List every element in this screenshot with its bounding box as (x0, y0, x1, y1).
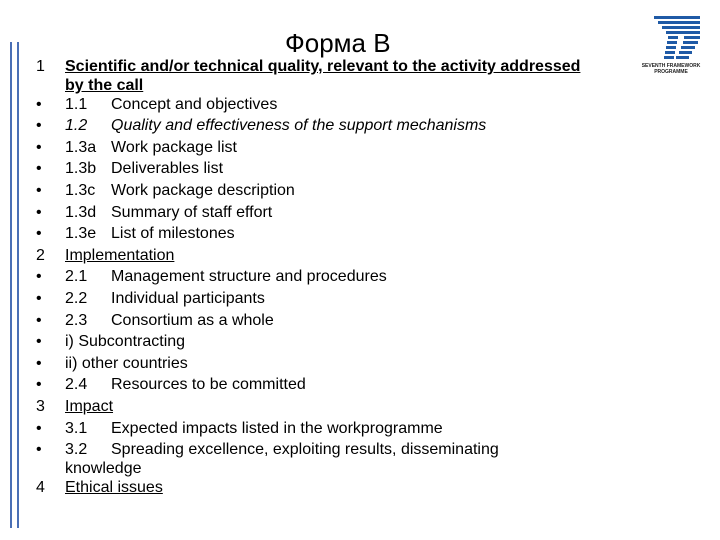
item-text: Deliverables list (111, 160, 224, 178)
item-content (65, 245, 174, 267)
item-code: 1.3a (65, 138, 97, 156)
item-text: Management structure and procedures (111, 268, 387, 286)
list-item (36, 353, 646, 375)
fp7-logo-icon (636, 14, 706, 90)
item-text: Ethical issues (65, 478, 163, 496)
item-continuation: knowledge (65, 459, 142, 477)
item-content (65, 477, 163, 499)
bullet-icon: • (36, 333, 42, 351)
item-content (65, 223, 235, 245)
item-content (65, 353, 188, 375)
item-text: Implementation (65, 246, 175, 264)
item-code: 3.1 (65, 419, 88, 437)
item-text: Summary of staff effort (111, 203, 273, 221)
section-heading (36, 477, 646, 499)
item-code: 2.4 (65, 376, 88, 394)
left-margin-line-2 (17, 42, 19, 528)
bullet-icon: • (36, 419, 42, 437)
item-text: Concept and objectives (111, 95, 278, 113)
list-item (36, 310, 646, 332)
bullet-icon: • (36, 441, 42, 459)
item-text: i) Subcontracting (65, 333, 186, 351)
left-margin-line-1 (10, 42, 12, 528)
item-content (65, 288, 265, 310)
section-heading (36, 56, 646, 78)
item-text: Spreading excellence, exploiting results, disseminating (111, 441, 499, 459)
section-heading (36, 396, 646, 418)
item-code: 2.1 (65, 268, 88, 286)
item-content (65, 56, 580, 78)
section-number: 1 (36, 58, 45, 75)
item-content (65, 331, 185, 353)
logo-caption: SEVENTH FRAMEWORK PROGRAMME (641, 63, 701, 75)
item-content (65, 180, 295, 202)
item-text: ii) other countries (65, 354, 188, 372)
item-text: Work package list (111, 138, 237, 156)
item-code: 1.3b (65, 160, 97, 178)
item-text: Individual participants (111, 289, 265, 307)
slide-title: Форма В (285, 28, 391, 58)
item-text: Scientific and/or technical quality, relevant to the activity addressed (65, 58, 581, 75)
list-item (36, 288, 646, 310)
list-item (36, 115, 646, 137)
list-item (36, 223, 646, 245)
item-content (65, 94, 277, 116)
bullet-icon: • (36, 311, 42, 329)
list-item (36, 202, 646, 224)
section-number: 2 (36, 246, 45, 264)
item-continuation-row (36, 78, 646, 94)
item-content (65, 418, 443, 440)
item-code: 3.2 (65, 441, 88, 459)
list-item (36, 418, 646, 440)
bullet-icon: • (36, 181, 42, 199)
item-text: Impact (65, 397, 114, 415)
item-code: 1.1 (65, 95, 88, 113)
list-item (36, 158, 646, 180)
list-item (36, 266, 646, 288)
item-content (65, 266, 387, 288)
section-heading (36, 245, 646, 267)
bullet-icon: • (36, 95, 42, 113)
item-content (65, 310, 274, 332)
bullet-icon: • (36, 117, 42, 135)
list-item (36, 439, 646, 461)
item-continuation: by the call (65, 76, 144, 94)
item-content (65, 137, 237, 159)
item-text: Resources to be committed (111, 376, 306, 394)
item-continuation-row (36, 461, 646, 477)
section-number: 4 (36, 478, 45, 496)
item-text: Expected impacts listed in the workprogramme (111, 419, 443, 437)
bullet-icon: • (36, 354, 42, 372)
item-text: List of milestones (111, 225, 235, 243)
list-item (36, 137, 646, 159)
item-content (65, 374, 306, 396)
item-code: 1.2 (65, 117, 88, 135)
bullet-icon: • (36, 268, 42, 286)
bullet-icon: • (36, 203, 42, 221)
section-number: 3 (36, 397, 45, 415)
item-text: Work package description (111, 181, 295, 199)
bullet-icon: • (36, 138, 42, 156)
bullet-icon: • (36, 160, 42, 178)
item-code: 1.3c (65, 181, 96, 199)
bullet-icon: • (36, 376, 42, 394)
list-item (36, 94, 646, 116)
item-text: Consortium as a whole (111, 311, 274, 329)
bullet-icon: • (36, 289, 42, 307)
item-text: Quality and effectiveness of the support mechanisms (111, 117, 487, 135)
item-content (65, 158, 223, 180)
item-content (65, 202, 272, 224)
list-item (36, 331, 646, 353)
item-code: 2.2 (65, 289, 88, 307)
item-code: 1.3e (65, 225, 97, 243)
form-outline (36, 56, 646, 498)
item-content (65, 439, 499, 461)
item-code: 1.3d (65, 203, 97, 221)
item-content (65, 115, 486, 137)
bullet-icon: • (36, 225, 42, 243)
item-content (65, 396, 113, 418)
list-item (36, 374, 646, 396)
list-item (36, 180, 646, 202)
item-code: 2.3 (65, 311, 88, 329)
